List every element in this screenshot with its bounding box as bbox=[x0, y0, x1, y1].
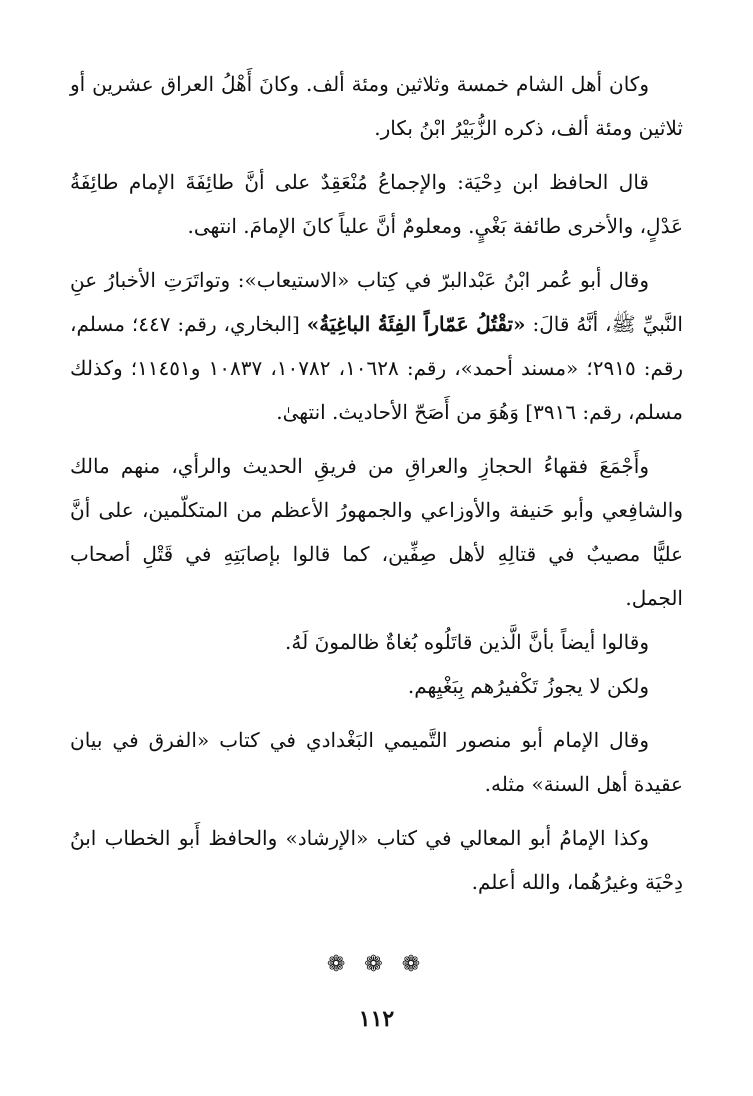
paragraph-3 bbox=[70, 258, 683, 434]
page-number: ١١٢ bbox=[358, 1006, 395, 1032]
paragraph-6: ولكن لا يجوزُ تَكْفيرُهم بِبَغْيِهم. bbox=[407, 674, 649, 698]
paragraph-3-after: [البخاري، رقم: ٤٤٧؛ مسلم، رقم: ٢٩١٥؛ «مسند أحمد»، رقم: ١٠٦٢٨، ١٠٧٨٢، ١٠٨٣٧ و١١٤٥١؛ وكذلك مسلم، رقم: ٣٩١٦] وَهُوَ من أَصَحّ الأحاديث. انتهىٰ. bbox=[70, 312, 684, 424]
paragraph-4: وأَجْمَعَ فقهاءُ الحجازِ والعراقِ من فريقِ الحديث والرأي، منهم مالك والشافِعي وأبو حَنيفة والأوزاعي والجمهورُ الأعظم من المتكلّمين، على أنَّ عليًّا مصيبٌ في قتالِهِ لأهل صِفِّين، كما قالوا بإصابَتِهِ في قَتْلِ أصحاب الجمل. bbox=[70, 454, 683, 610]
paragraph-7: وقال الإمام أبو منصور التَّميمي البَغْدادي في كتاب «الفرق في بيان عقيدة أهل السنة» مثله. bbox=[70, 728, 683, 796]
paragraph-5: وقالوا أيضاً بأنَّ الَّذين قاتَلُوه بُغاةٌ ظالمونَ لَهُ. bbox=[285, 630, 649, 654]
page-body bbox=[70, 62, 683, 904]
paragraph-1: وكان أهل الشام خمسة وثلاثين ومئة ألف. وكانَ أَهْلُ العراق عشرين أو ثلاثين ومئة ألف، ذكره الزُّبَيْرُ ابْنُ بكار. bbox=[70, 72, 683, 140]
section-ornament-icon: ❁ ❁ ❁ bbox=[326, 952, 427, 977]
paragraph-3-before: وقال أبو عُمر ابْنُ عَبْدالبرّ في كِتاب «الاستيعاب»: وتواتَرَتِ الأخبارُ عنِ النَّبيِّ ﷺ، أنَّهُ قالَ: bbox=[70, 268, 683, 336]
paragraph-2: قال الحافظ ابن دِحْيَة: والإجماعُ مُنْعَقِدٌ على أنَّ طائِفَةَ الإمام طائِفَةُ عَدْلٍ، والأخرى طائفة بَغْيٍ. ومعلومٌ أنَّ علياً كانَ الإمامَ. انتهى. bbox=[70, 170, 683, 238]
paragraph-8: وكذا الإمامُ أبو المعالي في كتاب «الإرشاد» والحافظ أَبو الخطاب ابنُ دِحْيَة وغيرُهُما، والله أعلم. bbox=[70, 826, 683, 894]
hadith-quote: «تقْتُلُ عَمّاراً الفِئَةُ الباغِيَةُ» bbox=[306, 312, 526, 336]
